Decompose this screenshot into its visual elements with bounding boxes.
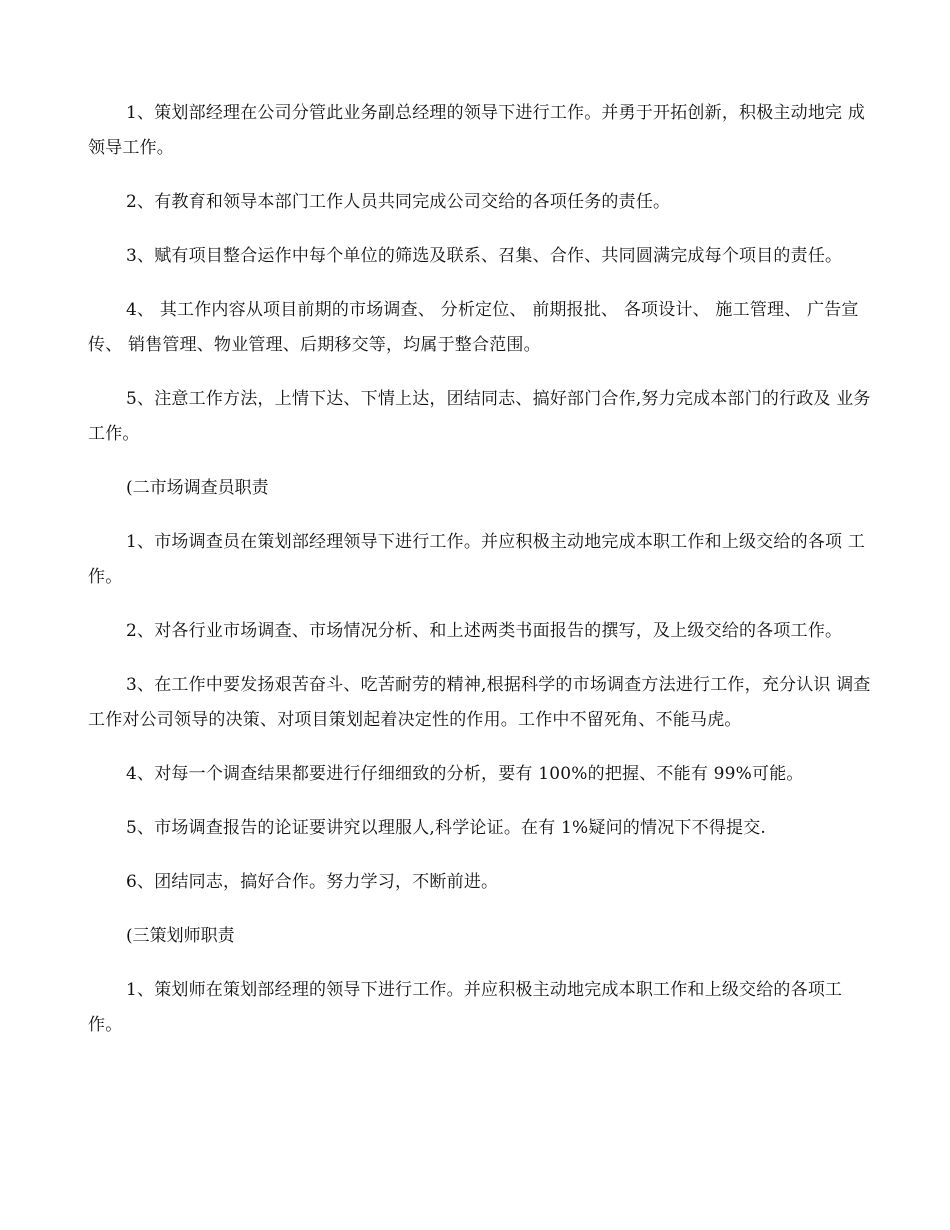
- paragraph-researcher-duty-2: 2、对各行业市场调查、市场情况分析、和上述两类书面报告的撰写，及上级交给的各项工作。: [126, 621, 843, 641]
- paragraph-researcher-duty-3: 3、在工作中要发扬艰苦奋斗、吃苦耐劳的精神,根据科学的市场调查方法进行工作，充分认识 调查工作对公司领导的决策、对项目策划起着决定性的作用。工作中不留死角、不能马虎。: [88, 675, 871, 730]
- section-heading-market-researcher: (二市场调查员职责: [126, 478, 269, 498]
- paragraph-researcher-duty-5: 5、市场调查报告的论证要讲究以理服人,科学论证。在有 1%疑问的情况下不得提交.: [126, 818, 766, 838]
- paragraph-manager-duty-1: 1、策划部经理在公司分管此业务副总经理的领导下进行工作。并勇于开拓创新，积极主动地完 成领导工作。: [88, 103, 866, 158]
- paragraph-manager-duty-3: 3、赋有项目整合运作中每个单位的筛选及联系、召集、合作、共同圆满完成每个项目的责任。: [126, 246, 843, 266]
- paragraph-researcher-duty-4: 4、对每一个调查结果都要进行仔细细致的分析，要有 100%的把握、不能有 99%可能。: [126, 764, 804, 784]
- paragraph-manager-duty-5: 5、注意工作方法，上情下达、下情上达，团结同志、搞好部门合作,努力完成本部门的行政及 业务工作。: [88, 389, 871, 444]
- paragraph-manager-duty-4: 4、 其工作内容从项目前期的市场调查、 分析定位、 前期报批、 各项设计、 施工管理、 广告宣传、 销售管理、物业管理、后期移交等，均属于整合范围。: [88, 300, 859, 355]
- paragraph-researcher-duty-1: 1、市场调查员在策划部经理领导下进行工作。并应积极主动地完成本职工作和上级交给的各项 工作。: [88, 532, 866, 587]
- paragraph-planner-duty-1: 1、策划师在策划部经理的领导下进行工作。并应积极主动地完成本职工作和上级交给的各项工 作。: [88, 980, 843, 1035]
- paragraph-manager-duty-2: 2、有教育和领导本部门工作人员共同完成公司交给的各项任务的责任。: [126, 192, 671, 212]
- section-heading-planner: (三策划师职责: [126, 926, 235, 946]
- paragraph-researcher-duty-6: 6、团结同志，搞好合作。努力学习，不断前进。: [126, 872, 499, 892]
- document-body: [88, 96, 874, 1062]
